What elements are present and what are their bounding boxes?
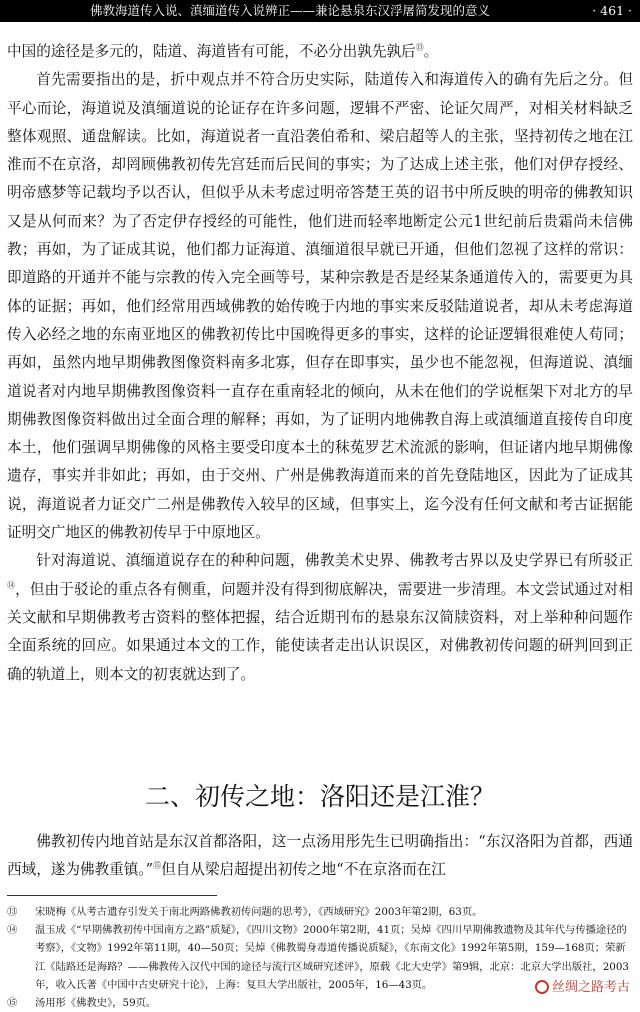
footnote-ref-13[interactable]: ⑬	[415, 43, 424, 53]
paragraph-4: 佛教初传内地首站是东汉首都洛阳，这一点汤用彤先生已明确指出：“东汉洛阳为首都，西通西域，遂为佛教重镇。”⑮但自从梁启超提出初传之地“不在京洛而在江	[7, 833, 633, 879]
footnote-15	[7, 994, 633, 1012]
page-number: · 461 ·	[592, 3, 632, 18]
footnote-text: 宋晓梅《从考古遗存引发关于南北两路佛教初传问题的思考》，《西域研究》2003年第2期，63页。	[35, 906, 483, 918]
paragraph-2: 首先需要指出的是，折中观点并不符合历史实际，陆道传入和海道传入的确有先后之分。但平心而论，海道说及滇缅道说的论证存在许多问题，逻辑不严密、论证欠周严，对相关材料缺乏整体观照、通盘解读。比如，海道说者一直沿袭伯希和、梁启超等人的主张，坚持初传之地在江淮而不在京洛，却罔顾佛教初传先宫廷而后民间的事实；为了达成上述主张，他们对伊存授经、明帝感梦等记载均予以否认，但似乎从未考虑过明帝答楚王英的诏书中所反映的明帝的佛教知识又是从何而来？为了否定伊存授经的可能性，他们进而轻率地断定公元1世纪前后贵霜尚未信佛教；再如，为了证成其说，他们都力证海道、滇缅道很早就已开通，但他们忽视了这样的常识：即道路的开通并不能与宗教的传入完全画等号，某种宗教是否是经某条通道传入的，需要更为具体的证据；再如，他们经常用西域佛教的始传晚于内地的事实来反驳陆道说者，却从未考虑海道传入必经之地的东南亚地区的佛教初传比中国晚得更多的事实，这样的论证逻辑很难使人苟同；再如，虽然内地早期佛教图像资料南多北寡，但存在即事实，虽少也不能忽视，但海道说、滇缅道说者对内地早期佛教图像资料一直存在重南轻北的倾向，从未在他们的学说框架下对北方的早期佛教图像资料做出过全面合理的解释；再如，为了证明内地佛教自海上或滇缅道直接传自印度本土，他们强调早期佛像的风格主要受印度本土的秣菟罗艺术流派的影响，但证诸内地早期佛像遗存，事实并非如此；再如，由于交州、广州是佛教海道而来的首先登陆地区，因此为了证成其说，海道说者力证交广二州是佛教传入较早的区域，但事实上，迄今没有任何文献和考古证据能证明交广地区的佛教初传早于中原地区。	[7, 71, 633, 542]
footnote-number: ⑭	[7, 924, 18, 937]
running-header	[0, 0, 640, 22]
footnote-text: 汤用彤《佛教史》，59页。	[35, 997, 157, 1010]
footnotes	[7, 903, 633, 1012]
watermark	[533, 976, 632, 995]
wechat-logo-icon	[535, 980, 549, 994]
paragraph-1: 中国的途径是多元的，陆道、海道皆有可能，不必分出孰先孰后⑬。	[7, 43, 439, 60]
paragraph-3: 针对海道说、滇缅道说存在的种种问题，佛教美术史界、佛教考古界以及史学界已有所驳正⑭，但由于驳论的重点各有侧重，问题并没有得到彻底解决，需要进一步清理。本文尝试通过对相关文献和早期佛教考古资料的整体把握，结合近期刊布的悬泉东汉简牍资料，对上举种种问题作全面系统的回应。如果通过本文的工作，能使读者走出认识误区，对佛教初传问题的研判回到正确的轨道上，则本文的初衷就达到了。	[7, 552, 633, 683]
section-heading: 二、初传之地：洛阳还是江淮？	[144, 782, 495, 811]
footnote-ref-15[interactable]: ⑮	[153, 861, 162, 871]
footnote-13	[7, 903, 633, 921]
footnote-number: ⑮	[7, 997, 18, 1010]
header-title: 佛教海道传入说、滇缅道传入说辨正——兼论悬泉东汉浮屠简发现的意义	[89, 3, 490, 18]
watermark-text: 丝绸之路考古	[551, 980, 630, 995]
footnote-divider	[7, 895, 217, 896]
footnote-ref-14[interactable]: ⑭	[7, 580, 16, 590]
footnote-text: 温玉成《“早期佛教初传中国南方之路”质疑》，《四川文物》2000年第2期，41页；吴焯《四川早期佛教遗物及其年代与传播途径的考察》，《文物》1992年第11期，40—50页；吴焯《佛教蜀身毒道传播说质疑》，《东南文化》1992年第5期，159—168页；荣新江《陆路还是海路？——佛教传入汉代中国的途径与流行区域研究述评》，原载《北大史学》第9辑，北京：北京大学出版社，2003年，收入氏著《中国中古史研究十论》，上海：复旦大学出版社，2005年，16—43页。	[35, 924, 629, 991]
body-text	[7, 38, 633, 689]
footnote-number: ⑬	[7, 906, 18, 918]
section-body	[7, 828, 633, 885]
